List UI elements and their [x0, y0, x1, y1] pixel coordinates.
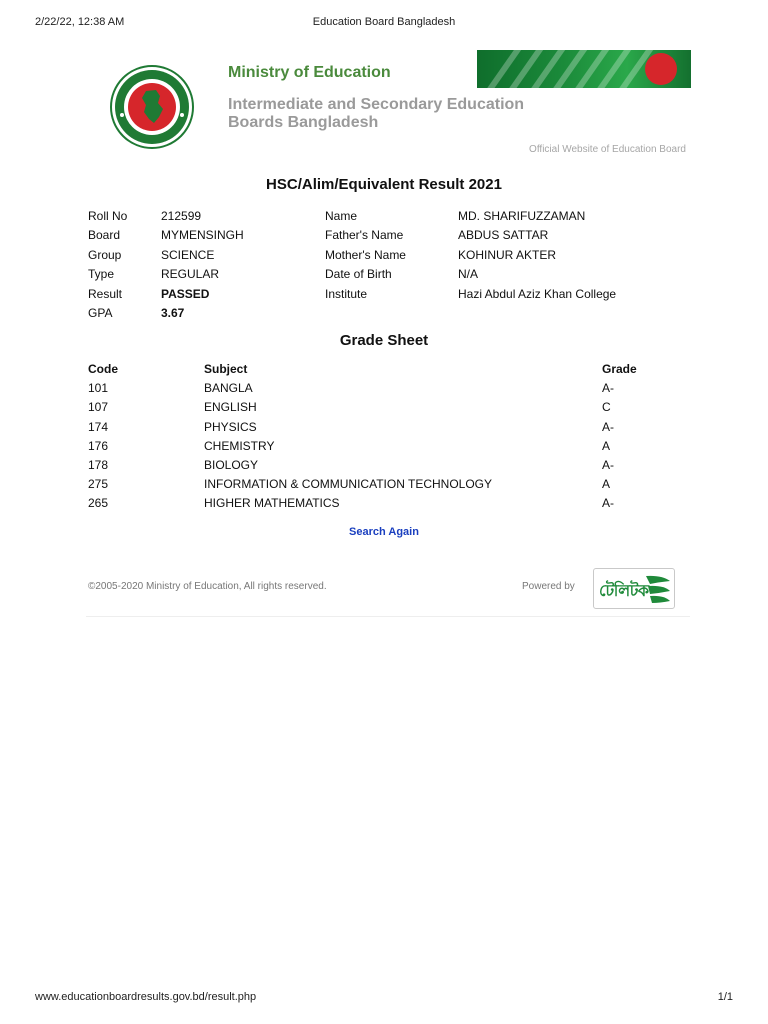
info-value: ABDUS SATTAR: [458, 228, 549, 243]
print-header: [35, 16, 733, 30]
print-page-title: Education Board Bangladesh: [312, 16, 456, 28]
result-title: HSC/Alim/Equivalent Result 2021: [266, 176, 502, 193]
result-status: PASSED: [161, 286, 210, 301]
ministry-title: Ministry of Education: [228, 64, 391, 81]
table-row: [88, 400, 688, 419]
info-row: [88, 228, 688, 247]
subject-code: 275: [88, 477, 109, 492]
copyright-text: ©2005-2020 Ministry of Education, All rights reserved.: [88, 581, 327, 592]
subject-name: HIGHER MATHEMATICS: [204, 496, 340, 511]
bangladesh-flag-banner: [477, 50, 691, 88]
grade-sheet-table: [88, 362, 688, 516]
subject-code: 265: [88, 496, 109, 511]
subject-grade: A-: [602, 496, 614, 511]
subject-grade: A-: [602, 381, 614, 396]
print-page-number: 1/1: [717, 991, 733, 1003]
info-value: REGULAR: [161, 267, 220, 282]
info-row: [88, 267, 688, 286]
table-row: [88, 477, 688, 496]
info-label: Institute: [325, 286, 368, 301]
info-label: GPA: [88, 305, 113, 320]
table-row: [88, 496, 688, 515]
student-info-table: [88, 209, 688, 325]
teletalk-logo[interactable]: [593, 568, 675, 609]
info-label: Board: [88, 228, 121, 243]
info-value: N/A: [458, 267, 479, 282]
powered-by-label: Powered by: [522, 581, 575, 592]
info-label: Type: [88, 267, 115, 282]
footer-divider: [86, 616, 690, 617]
subject-name: BANGLA: [204, 381, 253, 396]
info-value: 212599: [161, 209, 202, 223]
info-label: Date of Birth: [325, 267, 392, 282]
search-again-link[interactable]: Search Again: [349, 526, 419, 538]
info-value: Hazi Abdul Aziz Khan College: [458, 286, 617, 301]
subject-code: 101: [88, 381, 109, 396]
table-row: [88, 420, 688, 439]
info-value: SCIENCE: [161, 247, 215, 262]
subject-name: CHEMISTRY: [204, 438, 275, 453]
gpa-value: 3.67: [161, 305, 185, 320]
info-label: Name: [325, 209, 358, 223]
subject-grade: A: [602, 438, 611, 453]
info-value: KOHINUR AKTER: [458, 247, 557, 262]
subject-grade: A-: [602, 457, 614, 472]
boards-title: Intermediate and Secondary Education Boards Bangladesh: [228, 96, 525, 131]
info-row: [88, 306, 688, 325]
info-label: Roll No: [88, 209, 128, 223]
flag-sun-icon: [645, 53, 677, 85]
column-header-subject: Subject: [204, 362, 248, 376]
column-header-code: Code: [88, 362, 118, 376]
print-url: www.educationboardresults.gov.bd/result.php: [35, 991, 257, 1003]
official-website-label: Official Website of Education Board: [529, 144, 686, 155]
grade-sheet-title: Grade Sheet: [339, 332, 429, 349]
info-label: Mother's Name: [325, 247, 406, 262]
table-row: [88, 381, 688, 400]
info-label: Result: [88, 286, 123, 301]
subject-grade: A-: [602, 419, 614, 434]
info-value: MD. SHARIFUZZAMAN: [458, 209, 586, 223]
column-header-grade: Grade: [602, 362, 637, 376]
site-header: [86, 45, 690, 165]
subject-grade: C: [602, 400, 611, 415]
subject-name: PHYSICS: [204, 419, 257, 434]
subject-code: 178: [88, 457, 109, 472]
teletalk-logo-text: টেলিটক: [599, 583, 649, 600]
subject-name: ENGLISH: [204, 400, 257, 415]
subject-code: 107: [88, 400, 109, 415]
info-value: MYMENSINGH: [161, 228, 244, 243]
table-header-row: [88, 362, 688, 381]
subject-grade: A: [602, 477, 611, 492]
teletalk-swoosh-icon: [644, 573, 672, 604]
info-label: Group: [88, 247, 122, 262]
subject-code: 176: [88, 438, 109, 453]
print-datetime: 2/22/22, 12:38 AM: [35, 16, 125, 28]
government-seal-icon: [110, 65, 194, 149]
table-row: [88, 458, 688, 477]
info-label: Father's Name: [325, 228, 404, 243]
table-row: [88, 439, 688, 458]
info-row: [88, 248, 688, 267]
info-row: [88, 287, 688, 306]
subject-name: BIOLOGY: [204, 457, 259, 472]
info-row: [88, 209, 688, 228]
subject-code: 174: [88, 419, 109, 434]
subject-name: INFORMATION & COMMUNICATION TECHNOLOGY: [204, 477, 493, 492]
print-footer: [35, 991, 733, 1005]
